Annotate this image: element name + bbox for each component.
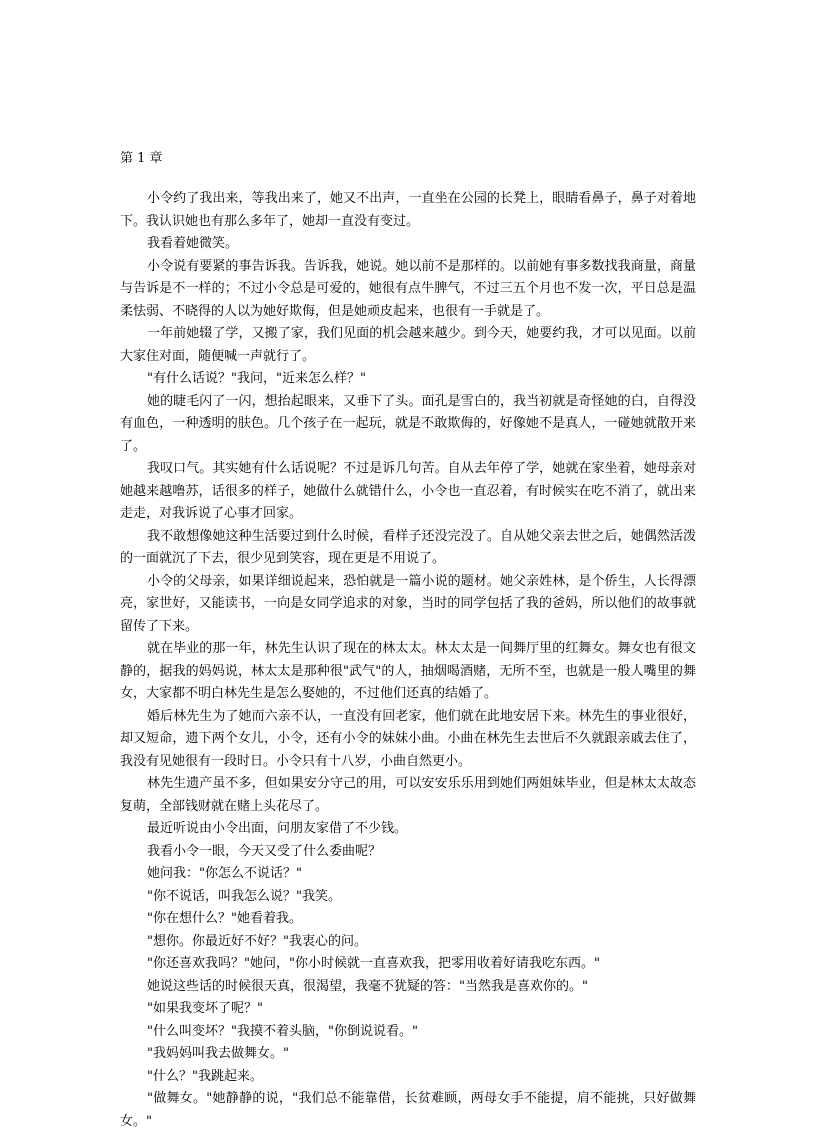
paragraph: 最近听说由小令出面，问朋友家借了不少钱。	[147, 821, 408, 836]
paragraph: 我看着她微笑。	[147, 236, 239, 251]
paragraph: 我看小令一眼，今天又受了什么委曲呢？	[147, 843, 382, 859]
paragraph: 林先生遗产虽不多，但如果安分守己的用，可以安安乐乐用到她们两姐妹毕业，但是林太太故态复萌，全部钱财就在赌上头花尽了。	[120, 776, 696, 814]
paragraph: "你还喜欢我吗？"她问，"你小时候就一直喜欢我，把零用收着好请我吃东西。"	[147, 956, 600, 971]
paragraph: 就在毕业的那一年，林先生认识了现在的林太太。林太太是一间舞厅里的红舞女。舞女也有很文静的，据我的妈妈说，林太太是那种很"武气"的人，抽烟喝酒赌，无所不至，也就是一般人嘴里的舞女，大家都不明白林先生是怎么娶她的，不过他们还真的结婚了。	[120, 641, 696, 701]
paragraph: "什么叫变坏？"我摸不着头脑，"你倒说说看。"	[147, 1023, 418, 1039]
paragraph: "你在想什么？"她看着我。	[147, 911, 302, 926]
paragraph: "我妈妈叫我去做舞女。"	[147, 1046, 289, 1061]
paragraph: 小令的父母亲，如果详细说起来，恐怕就是一篇小说的题材。她父亲姓林，是个侨生，人长得漂亮，家世好，又能读书，一向是女同学追求的对象，当时的同学包括了我的爸妈，所以他们的故事就留传了下来。	[120, 573, 696, 634]
paragraph: "什么？"我跳起来。	[147, 1068, 263, 1084]
paragraph: 她的睫毛闪了一闪，想抬起眼来，又垂下了头。面孔是雪白的，我当初就是奇怪她的白，自得没有血色，一种透明的肤色。几个孩子在一起玩，就是不敢欺侮的，好像她不是真人，一碰她就散开来了。	[120, 393, 696, 454]
paragraph: 她问我："你怎么不说话？"	[147, 866, 302, 881]
paragraph: 婚后林先生为了她而六亲不认，一直没有回老家，他们就在此地安居下来。林先生的事业很好，却又短命，遗下两个女儿，小令，还有小令的妹妹小曲。小曲在林先生去世后不久就跟亲戚去住了，我没有见她很有一段时日。小令只有十八岁，小曲自然更小。	[120, 708, 696, 769]
paragraph: 小令说有要紧的事告诉我。告诉我，她说。她以前不是那样的。以前她有事多数找我商量，商量与告诉是不一样的；不过小令总是可爱的，她很有点牛脾气，不过三五个月也不发一次，平日总是温柔怯弱、不晓得的人以为她好欺侮，但是她顽皮起来，也很有一手就是了。	[120, 258, 696, 319]
paragraph: 我不敢想像她这种生活要过到什么时候，看样子还没完没了。自从她父亲去世之后，她偶然活泼的一面就沉了下去，很少见到笑容，现在更是不用说了。	[120, 528, 696, 566]
paragraph: "想你。你最近好不好？"我衷心的问。	[147, 933, 367, 949]
document-page	[120, 148, 696, 1133]
chapter-title: 第 1 章	[120, 151, 163, 166]
chapter-body	[120, 188, 696, 1133]
paragraph: 小令约了我出来，等我出来了，她又不出声，一直坐在公园的长凳上，眼睛看鼻子，鼻子对着地下。我认识她也有那么多年了，她却一直没有变过。	[120, 191, 696, 229]
paragraph: "如果我变坏了呢？"	[147, 1001, 263, 1016]
paragraph: 我叹口气。其实她有什么话说呢？不过是诉几句苦。自从去年停了学，她就在家坐着，她母亲对她越来越噜苏，话很多的样子，她做什么就错什么，小令也一直忍着，有时候实在吃不消了，就出来走走，对我诉说了心事才回家。	[120, 461, 696, 521]
paragraph: 她说这些话的时候很天真，很渴望，我毫不犹疑的答："当然我是喜欢你的。"	[147, 978, 588, 994]
paragraph: "你不说话，叫我怎么说？"我笑。	[147, 888, 341, 904]
paragraph: "有什么话说？"我问，"近来怎么样？"	[147, 371, 366, 386]
paragraph: 一年前她辍了学，又搬了家，我们见面的机会越来越少。到今天，她要约我，才可以见面。以前大家住对面，随便喊一声就行了。	[120, 326, 696, 364]
paragraph: "做舞女。"她静静的说，"我们总不能靠借，长贫难顾，两母女手不能提，肩不能挑，只好做舞女。"	[120, 1091, 696, 1129]
